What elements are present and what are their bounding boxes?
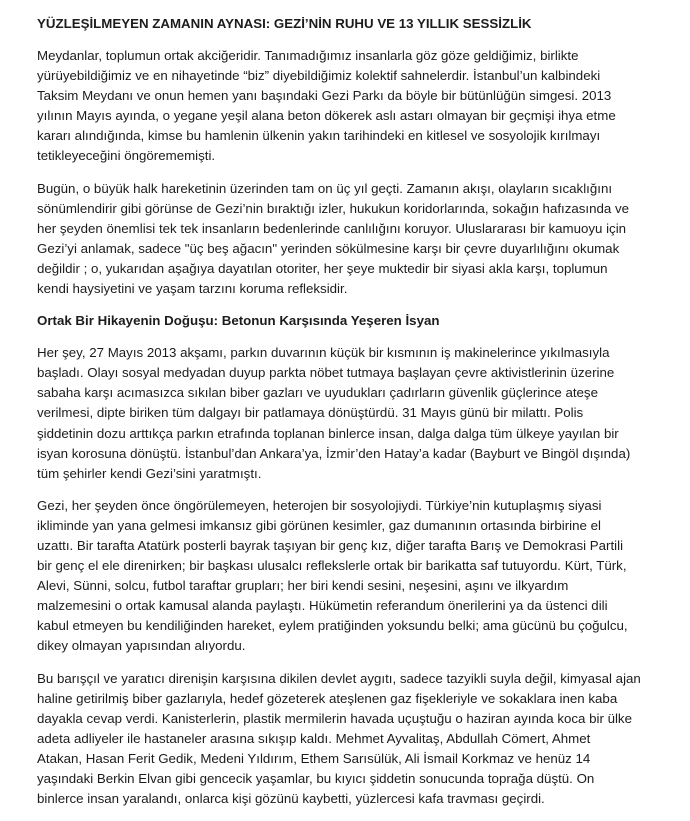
paragraph — [37, 179, 657, 300]
paragraph — [37, 496, 657, 657]
paragraph-line: Gezi, her şeyden önce öngörülemeyen, heterojen bir sosyolojiydi. Türkiye’nin kutuplaşmış siyasi — [37, 497, 602, 513]
paragraph-line: Alevi, Sünni, solcu, futbol taraftar grupları; her biri kendi sesini, neşesini, aşını ve ilkyardım — [37, 578, 569, 594]
paragraph-line: Bu barışçıl ve yaratıcı direnişin karşısına dikilen devlet aygıtı, sadece tazyikli suyla değil, kimyasal ajan — [37, 670, 641, 686]
paragraph — [37, 669, 657, 810]
paragraph-line: yürüyebildiğimiz ve en nihayetinde “biz” diyebildiğimiz kolektif sahnelerdir. İstanbul’un kalbindeki — [37, 68, 601, 84]
paragraph-line: haline getirilmiş biber gazlarıyla, hedef gözeterek ateşlenen gaz fişekleriyle ve sokaklara inen kaba — [37, 690, 618, 706]
paragraph — [37, 46, 657, 167]
paragraph-line: sönümlendirir gibi görünse de Gezi’nin bıraktığı izler, hukukun koridorlarında, sokağın hafızasında ve — [37, 200, 630, 216]
section-heading: Ortak Bir Hikayenin Doğuşu: Betonun Karşısında Yeşeren İsyan — [37, 313, 440, 329]
paragraph-line: Meydanlar, toplumun ortak akciğeridir. Tanımadığımız insanlarla göz göze geldiğimiz, birlikte — [37, 48, 579, 63]
paragraph-line: şiddetinin dozu arttıkça parkın etrafında toplanan binlerce insan, dalga dalga tüm ülkeye yayılan bir — [37, 425, 619, 441]
intro-section — [37, 46, 657, 299]
paragraph-line: yılının Mayıs ayında, o yegane yeşil alana beton dökerek aslı astarı olmayan bir geçmişi ihya etme — [37, 108, 616, 124]
paragraph-line: bir genç el ele direnirken; bir başkası ulusalcı reflekslerle ortak bir barikatta saf tutuyordu. Kürt, Türk, — [37, 558, 627, 574]
paragraph-line: yaşındaki Berkin Elvan gibi gencecik yaşamlar, bu kıyıcı şiddetin sonucunda toprağa düştü. On — [37, 771, 595, 786]
paragraph-line: kararı alındığında, kimse bu hamlenin ülkenin yakın tarihindeki en kitlesel ve sosyolojik kırılmayı — [37, 128, 601, 144]
paragraph — [37, 343, 657, 484]
paragraph-line: isyan korosuna dönüştü. İstanbul’dan Ankara’ya, İzmir’den Hatay’a kadar (Bayburt ve Bingöl dışında) — [37, 445, 631, 461]
paragraph-line: değildir ; o, yukarıdan aşağıya dayatılan otoriter, her şeye muktedir bir siyasi akla karşı, toplumun — [37, 260, 608, 276]
paragraph-line: tüm şehirler kendi Gezi’sini yaratmıştı. — [37, 465, 262, 481]
paragraph-line: sabaha karşı acımasızca sıkılan biber gazları ve uyudukları çadırların güvenlik güçlerince ateşe — [37, 385, 598, 401]
document-title: YÜZLEŞİLMEYEN ZAMANIN AYNASI: GEZİ’NİN RUHU VE 13 YILLIK SESSİZLİK — [37, 16, 532, 31]
paragraph-line: Atakan, Hasan Ferit Gedik, Medeni Yıldırım, Ethem Sarısülük, Ali İsmail Korkmaz ve henüz 14 — [37, 750, 591, 766]
paragraph-line: malzemesini o ortak kamusal alanda paylaştı. Hükümetin referandum önerilerini ya da üstenci dili — [37, 598, 608, 614]
paragraph-line: ikliminde yan yana gelmesi imkansız gibi görünen kesimler, gaz dumanının ortasında birbirine el — [37, 517, 601, 533]
paragraph-line: kabul etmeyen bu kendiliğinden hareket, eylem pratiğinden yoksundu belki; ama gücünü bu çoğulcu, — [37, 618, 628, 634]
paragraph-line: başladı. Olayı sosyal medyadan duyup parkta nöbet tutmaya başlayan çevre aktivistlerinin üzerine — [37, 365, 615, 381]
paragraph-line: kendi haysiyetini ve yaşam tarzını koruma refleksidir. — [37, 281, 348, 297]
paragraph-line: Bugün, o büyük halk hareketinin üzerinden tam on üç yıl geçti. Zamanın akışı, olayların sıcaklığını — [37, 180, 613, 196]
paragraph-line: dayakla cevap verdi. Kanisterlerin, plastik mermilerin havada uçuştuğu o haziran ayında koca bir ülke — [37, 710, 632, 726]
paragraph-line: her şeyden önemlisi tek tek insanların bedenlerinde canlılığını koruyor. Uluslararası bir kamuoyu için — [37, 220, 627, 236]
history-section — [37, 343, 657, 809]
paragraph-line: dikey olmayan yapısından alıyordu. — [37, 638, 246, 654]
paragraph-line: tetikleyeceğini öngörememişti. — [37, 148, 216, 164]
paragraph-line: uzattı. Bir tarafta Atatürk posterli bayrak taşıyan bir genç kız, diğer tarafta Barış ve Demokrasi Partili — [37, 537, 624, 553]
paragraph-line: Gezi’yi anlamak, sadece "üç beş ağacın" yerinden sökülmesine karşı bir çevre duyarlılığını okumak — [37, 240, 620, 256]
paragraph-line: verilmesi, dipte biriken tüm dalgayı bir patlamaya dönüştürdü. 31 Mayıs günü bir milattı. Polis — [37, 405, 584, 421]
document-body — [37, 14, 657, 821]
paragraph-line: binlerce insan yaralandı, onlarca kişi gözünü kaybetti, yüzlercesi kafa travması geçirdi. — [37, 791, 545, 807]
paragraph-line: Her şey, 27 Mayıs 2013 akşamı, parkın duvarının küçük bir kısmının iş makinelerince yıkılmasıyla — [37, 345, 610, 361]
paragraph-line: Taksim Meydanı ve onun hemen yanı başındaki Gezi Parkı da böyle bir bütünlüğün simgesi. 2013 — [37, 88, 612, 104]
paragraph-line: adeta adliyeler ile hastaneler arasına sıkışıp kaldı. Mehmet Ayvalitaş, Abdullah Cömert, Ahmet — [37, 730, 591, 746]
